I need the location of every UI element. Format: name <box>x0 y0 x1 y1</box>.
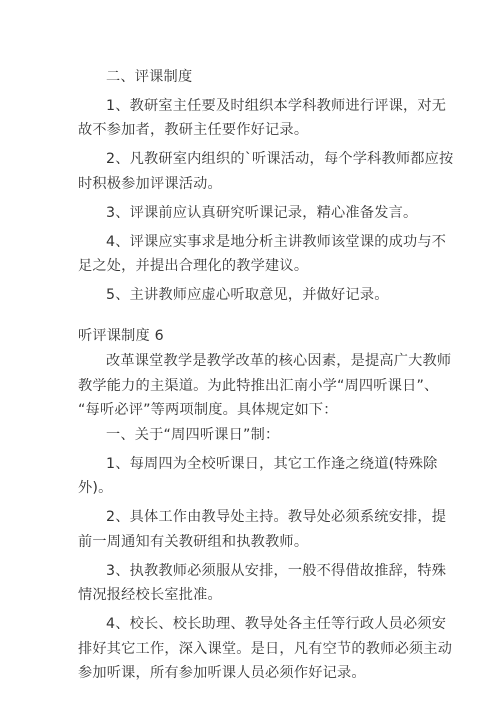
subsection-heading: 一、关于“周四听课日”制： <box>106 427 280 443</box>
paragraph-line: 参加听课，所有参加听课人员必须作好记录。 <box>78 665 366 681</box>
paragraph-line: 4、评课应实事求是地分析主讲教师该堂课的成功与不 <box>106 234 447 250</box>
paragraph-line: 教学能力的主渠道。为此特推出汇南小学“周四听课日”、 <box>78 378 439 394</box>
paragraph-line: 改革课堂教学是教学改革的核心因素，是提高广大教师 <box>106 353 452 369</box>
paragraph-line: 外)。 <box>78 480 113 496</box>
paragraph-line: 3、执教教师必须服从安排，一般不得借故推辞，特殊 <box>106 563 447 579</box>
paragraph-line: 5、主讲教师应虚心听取意见，并做好记录。 <box>106 287 389 303</box>
paragraph-line: 2、凡教研室内组织的`听课活动，每个学科教师都应按 <box>106 151 454 167</box>
paragraph-line: “每听必评”等两项制度。具体规定如下： <box>78 402 338 418</box>
paragraph-line: 3、评课前应认真研究听课记录，精心准备发言。 <box>106 205 418 221</box>
paragraph-line: 2、具体工作由教导处主持。教导处必须系统安排，提 <box>106 509 447 525</box>
paragraph-line: 前一周通知有关教研组和执教教师。 <box>78 534 309 550</box>
paragraph-line: 故不参加者，教研主任要作好记录。 <box>78 122 309 138</box>
paragraph-line: 排好其它工作，深入课堂。是日，凡有空节的教师必须主动 <box>78 641 453 657</box>
section-title-listening-evaluation: 听评课制度 6 <box>78 328 164 344</box>
paragraph-line: 时积极参加评课活动。 <box>78 176 222 192</box>
paragraph-line: 情况报经校长室批准。 <box>78 587 222 603</box>
paragraph-line: 足之处，并提出合理化的教学建议。 <box>78 258 309 274</box>
paragraph-line: 1、教研室主任要及时组织本学科教师进行评课，对无 <box>106 98 447 114</box>
section-heading-evaluation: 二、评课制度 <box>106 69 193 85</box>
paragraph-line: 4、校长、校长助理、教导处各主任等行政人员必须安 <box>106 616 447 632</box>
paragraph-line: 1、每周四为全校听课日，其它工作逢之绕道(特殊除 <box>106 456 438 472</box>
